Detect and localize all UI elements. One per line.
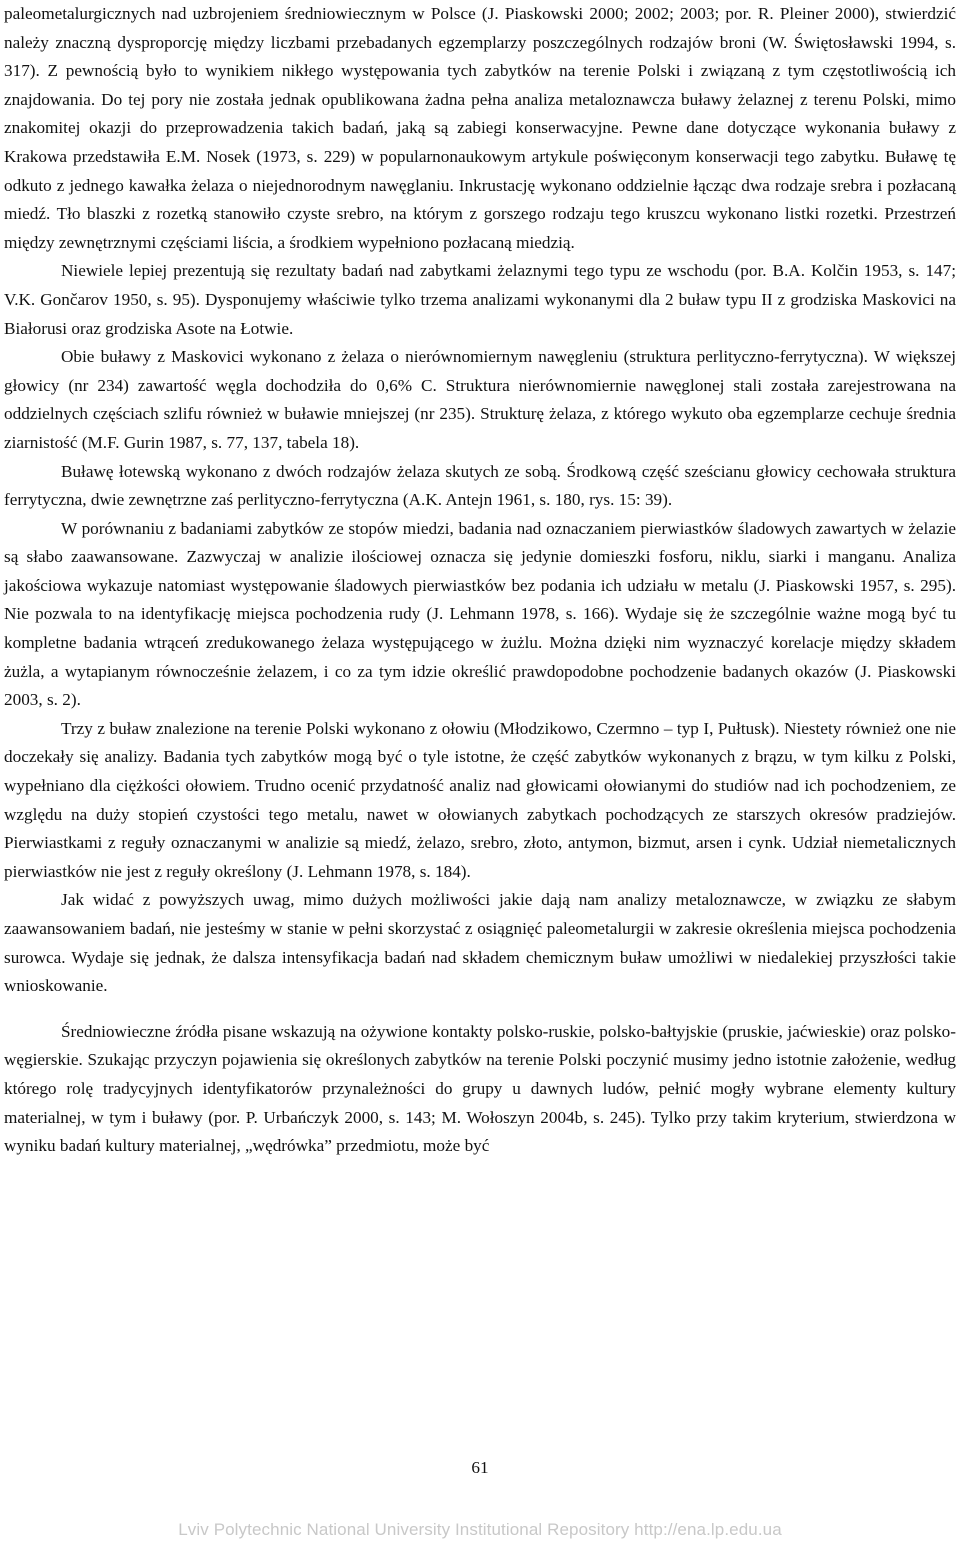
paragraph-7: Jak widać z powyższych uwag, mimo dużych możliwości jakie dają nam analizy metaloznawcze, w związku ze słabym zaawansowaniem badań, nie jesteśmy w stanie w pełni skorzystać z osiągnięć paleometalurgii w zakresie określenia miejsca pochodzenia surowca. Wydaje się jednak, że dalsza intensyfikacja badań nad składem chemicznym buław umożliwi w niedalekiej przyszłości takie wnioskowanie. xyxy=(4,890,956,996)
paragraph-5: W porównaniu z badaniami zabytków ze stopów miedzi, badania nad oznaczaniem pierwiastków śladowych zawartych w żelazie są słabo zaawansowane. Zazwyczaj w analizie ilościowej oznacza się jedynie domieszki fosforu, niklu, siarki i manganu. Analiza jakościowa wykazuje natomiast występowanie śladowych pierwiastków bez podania ich udziału w metalu (J. Piaskowski 1957, s. 295). Nie pozwala to na identyfikację miejsca pochodzenia rudy (J. Lehmann 1978, s. 166). Wydaje się że szczególnie ważne mogą być tu kompletne badania wtrąceń zredukowanego żelaza występującego w żużlu. Można dzięki nim wyznaczyć korelacje między składem żużla, a wytapianym równocześnie żelazem, i co za tym idzie określić prawdopodobne pochodzenie badanych okazów (J. Piaskowski 2003, s. 2). xyxy=(4,518,956,710)
paragraph-2: Niewiele lepiej prezentują się rezultaty badań nad zabytkami żelaznymi tego typu ze wschodu (por. B.A. Kolčin 1953, s. 147; V.K. Gončarov 1950, s. 95). Dysponujemy właściwie tylko trzema analizami wykonanymi dla 2 buław typu II z grodziska Maskovici na Białorusi oraz grodziska Asote na Łotwie. xyxy=(4,261,956,338)
paragraph-8: Średniowieczne źródła pisane wskazują na ożywione kontakty polsko-ruskie, polsko-bałtyjskie (pruskie, jaćwieskie) oraz polsko-węgierskie. Szukając przyczyn pojawienia się określonych zabytków na terenie Polski poczynić musimy jedno istotnie założenie, według którego rolę tradycyjnych identyfikatorów przynależności do grupy u dawnych ludów, pełnić mogły wybrane elementy kultury materialnej, w tym i buławy (por. P. Urbańczyk 2000, s. 143; M. Wołoszyn 2004b, s. 245). Tylko przy takim kryterium, stwierdzona w wyniku badań kultury materialnej, „wędrówka” przedmiotu, może być xyxy=(4,1021,956,1156)
repository-watermark: Lviv Polytechnic National University Institutional Repository http://ena.lp.edu.ua xyxy=(178,1520,782,1539)
paragraph-4: Buławę łotewską wykonano z dwóch rodzajów żelaza skutych ze sobą. Środkową część sześcianu głowicy cechowała struktura ferrytyczna, dwie zewnętrzne zaś perlityczno-ferrytyczna (A.K. Antejn 1961, s. 180, rys. 15: 39). xyxy=(4,461,956,510)
body-text xyxy=(4,0,956,1161)
paragraph-1: paleometalurgicznych nad uzbrojeniem średniowiecznym w Polsce (J. Piaskowski 2000; 2002; 2003; por. R. Pleiner 2000), stwierdzić należy znaczną dysproporcję między liczbami przebadanych egzemplarzy poszczególnych rodzajów broni (W. Świętosławski 1994, s. 317). Z pewnością było to wynikiem nikłego występowania tych zabytków na terenie Polski i związaną z tym częstotliwością ich znajdowania. Do tej pory nie została jednak opublikowana żadna pełna analiza metaloznawcza buławy żelaznej z terenu Polski, mimo znakomitej okazji do przeprowadzenia takich badań, jaką są zabiegi konserwacyjne. Pewne dane dotyczące wykonania buławy z Krakowa przedstawiła E.M. Nosek (1973, s. 229) w popularnonaukowym artykule poświęconym konserwacji tego zabytku. Buławę tę odkuto z jednego kawałka żelaza o niejednorodnym nawęglaniu. Inkrustację wykonano oddzielnie łącząc dwa rodzaje srebra i pozłacaną miedź. Tło blaszki z rozetką stanowiło czyste srebro, na którym z gorszego rodzaju tego kruszcu wykonano listki rozetki. Przestrzeń między zewnętrznymi częściami liścia, a środkiem wypełniono pozłacaną miedzią. xyxy=(4,4,956,252)
page-number: 61 xyxy=(471,1458,489,1477)
paragraph-6: Trzy z buław znalezione na terenie Polski wykonano z ołowiu (Młodzikowo, Czermno – typ I, Pułtusk). Niestety również one nie doczekały się analizy. Badania tych zabytków mogą być o tyle istotne, że część zabytków wykonanych z brązu, w tym kilku z Polski, wypełniano dla ciężkości ołowiem. Trudno ocenić przydatność analiz nad głowicami ołowianymi do studiów nad ich pochodzeniem, ze względu na duży stopień czystości tego metalu, nawet w ołowianych zabytkach pochodzących ze starszych okresów pradziejów. Pierwiastkami z reguły oznaczanymi w analizie są miedź, żelazo, srebro, złoto, antymon, bizmut, arsen i cynk. Udział niemetalicznych pierwiastków nie jest z reguły określony (J. Lehmann 1978, s. 184). xyxy=(4,718,956,881)
paragraph-3: Obie buławy z Maskovici wykonano z żelaza o nierównomiernym nawęgleniu (struktura perlityczno-ferrytyczna). W większej głowicy (nr 234) zawartość węgla dochodziła do 0,6% C. Struktura nierównomiernie nawęglonej stali została zarejestrowana na oddzielnych częściach szlifu również w buławie mniejszej (nr 235). Strukturę żelaza, z którego wykuto oba egzemplarze cechuje średnia ziarnistość (M.F. Gurin 1987, s. 77, 137, tabela 18). xyxy=(4,347,956,452)
